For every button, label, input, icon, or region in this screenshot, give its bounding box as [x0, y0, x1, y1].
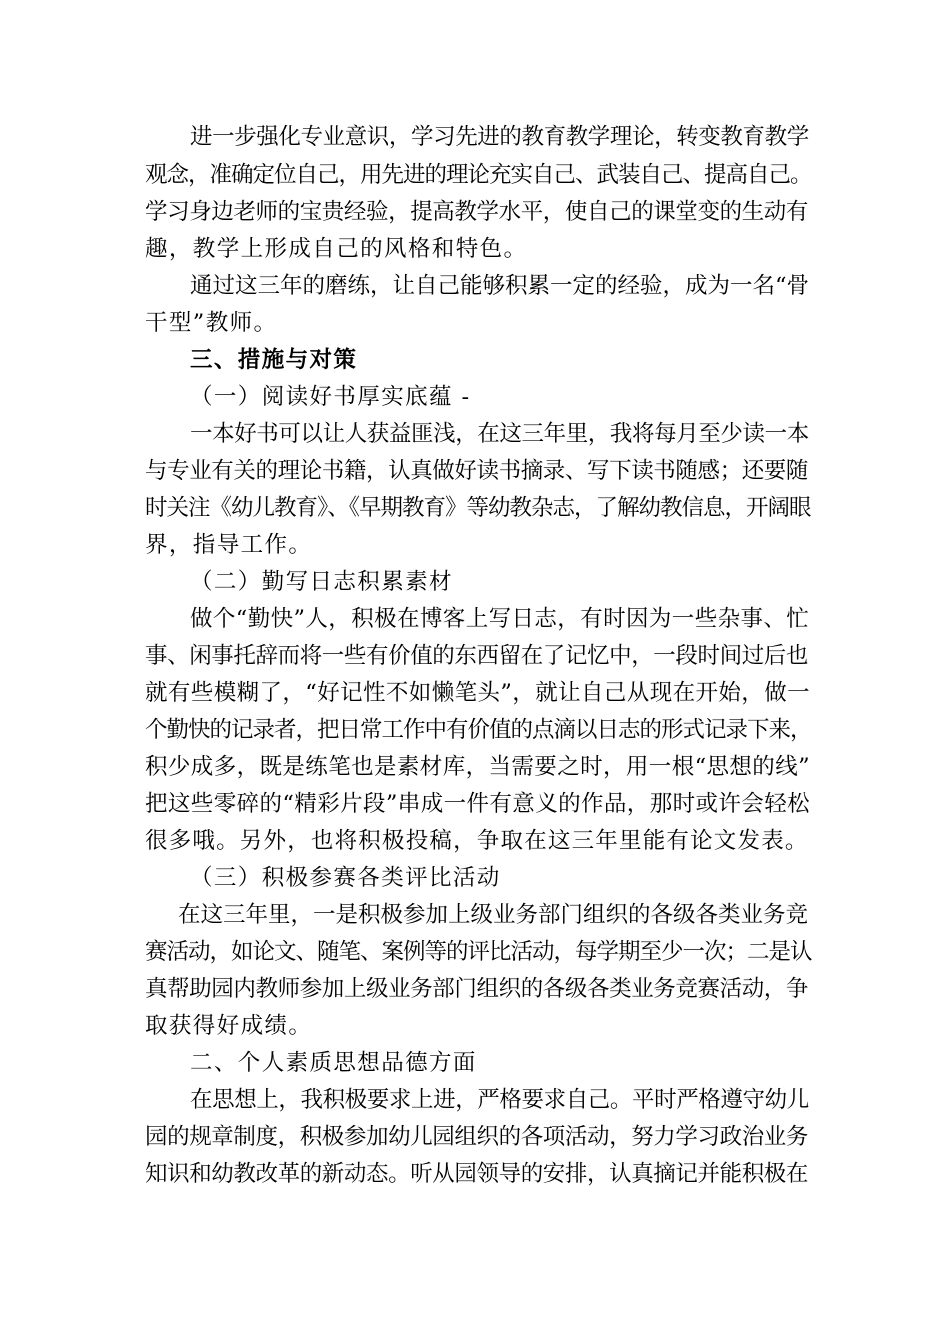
paragraph-line: 界，指导工作。: [145, 532, 313, 558]
paragraph-line: 时关注《幼儿教育》、《早期教育》等幼教杂志，了解幼教信息，开阔眼: [145, 495, 811, 521]
paragraph-line: 很多哦。另外，也将积极投稿，争取在这三年里能有论文发表。: [145, 828, 809, 854]
paragraph-line: 观念，准确定位自己，用先进的理论充实自己、武装自己、提高自己。: [145, 162, 812, 188]
paragraph-line: 进一步强化专业意识，学习先进的教育教学理论，转变教育教学: [190, 124, 809, 150]
subsection-heading: （三）积极参赛各类评比活动: [190, 865, 501, 891]
paragraph-line: 在这三年里，一是积极参加上级业务部门组织的各级各类业务竞: [178, 902, 809, 928]
paragraph-line: 赛活动，如论文、随笔、案例等的评比活动，每学期至少一次；二是认: [145, 939, 812, 965]
subsection-heading: （一）阅读好书厚实底蕴 -: [190, 384, 471, 410]
paragraph-line: 积少成多，既是练笔也是素材库，当需要之时，用一根“思想的线”: [145, 754, 811, 780]
paragraph-line: 一本好书可以让人获益匪浅，在这三年里，我将每月至少读一本: [190, 421, 809, 447]
paragraph-line: 就有些模糊了，“好记性不如懒笔头”，就让自己从现在开始，做一: [145, 680, 811, 706]
paragraph-line: 与专业有关的理论书籍，认真做好读书摘录、写下读书随感；还要随: [145, 458, 809, 484]
paragraph-line: 事、闲事托辞而将一些有价值的东西留在了记忆中，一段时间过后也: [145, 643, 809, 669]
subsection-heading: （二）勤写日志积累素材: [190, 569, 453, 595]
paragraph-line: 真帮助园内教师参加上级业务部门组织的各级各类业务竞赛活动，争: [145, 976, 809, 1002]
paragraph-line: 知识和幼教改革的新动态。听从园领导的安排，认真摘记并能积极在: [145, 1161, 809, 1187]
section-heading: 三、措施与对策: [190, 347, 358, 373]
paragraph-line: 在思想上，我积极要求上进，严格要求自己。平时严格遵守幼儿: [190, 1087, 809, 1113]
paragraph-line: 取获得好成绩。: [145, 1013, 313, 1039]
paragraph-line: 把这些零碎的“精彩片段”串成一件有意义的作品，那时或许会轻松: [145, 791, 811, 817]
paragraph-line: 做个“勤快”人，积极在博客上写日志，有时因为一些杂事、忙: [190, 606, 810, 632]
paragraph-line: 个勤快的记录者，把日常工作中有价值的点滴以日志的形式记录下来，: [145, 717, 812, 743]
paragraph-line: 园的规章制度，积极参加幼儿园组织的各项活动，努力学习政治业务: [145, 1124, 809, 1150]
paragraph-line: 通过这三年的磨练，让自己能够积累一定的经验，成为一名“骨: [190, 273, 810, 299]
paragraph-line: 干型”教师。: [145, 310, 278, 336]
section-heading: 二、个人素质思想品德方面: [190, 1050, 477, 1076]
paragraph-line: 学习身边老师的宝贵经验，提高教学水平，使自己的课堂变的生动有: [145, 199, 809, 225]
paragraph-line: 趣，教学上形成自己的风格和特色。: [145, 236, 528, 262]
